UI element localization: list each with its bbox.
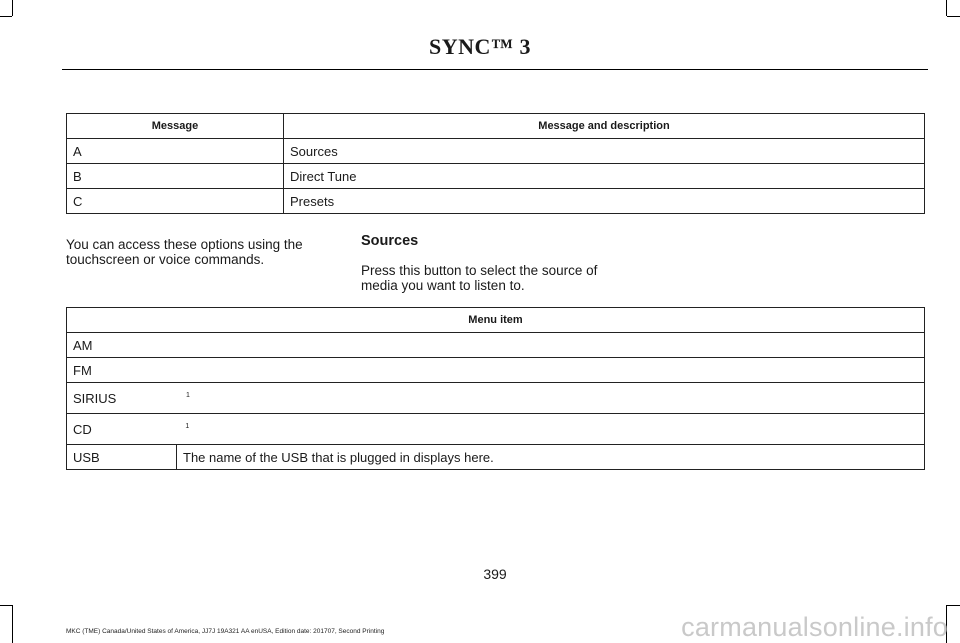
crop-mark: [12, 0, 13, 16]
description-cell: Direct Tune: [284, 164, 925, 189]
table-row: [67, 358, 925, 383]
message-table: [66, 113, 925, 214]
column-header-message: Message: [67, 114, 284, 139]
menu-item-cell: [67, 414, 925, 445]
table-row: [67, 383, 925, 414]
table-row: [67, 445, 925, 470]
table-row: [67, 139, 925, 164]
menu-item-description-cell: The name of the USB that is plugged in displays here.: [177, 445, 925, 470]
section-heading-sources: Sources: [361, 233, 419, 249]
table-header-row: [67, 308, 925, 333]
sources-paragraph: Press this button to select the source of media you want to listen to.: [361, 263, 598, 293]
page-number: 399: [483, 566, 507, 582]
message-cell: B: [67, 164, 284, 189]
crop-mark: [946, 0, 947, 16]
menu-item-cell: FM: [67, 358, 925, 383]
crop-mark: [0, 605, 12, 606]
footer-edition-info: MKC (TME) Canada/United States of America, JJ7J 19A321 AA enUSA, Edition date: 201707, Second Printing: [66, 628, 385, 635]
header-rule: [62, 69, 928, 70]
watermark-logo: carmanualsonline.info: [681, 612, 948, 642]
crop-mark: [947, 16, 960, 17]
description-cell: Presets: [284, 189, 925, 214]
message-cell: A: [67, 139, 284, 164]
menu-item-label: CD: [73, 421, 92, 437]
menu-item-table: [66, 307, 925, 470]
menu-item-cell: [67, 383, 925, 414]
footnote-marker: 1: [185, 392, 190, 400]
table-row: [67, 189, 925, 214]
intro-paragraph: You can access these options using the touchscreen or voice commands.: [66, 237, 303, 267]
column-header-description: Message and description: [284, 114, 925, 139]
footnote-marker: 1: [185, 423, 190, 431]
menu-item-cell: AM: [67, 333, 925, 358]
crop-mark: [12, 605, 13, 643]
description-cell: Sources: [284, 139, 925, 164]
menu-item-cell: USB: [67, 445, 177, 470]
crop-mark: [947, 605, 960, 606]
table-row: [67, 414, 925, 445]
column-header-menu-item: Menu item: [67, 308, 925, 333]
crop-mark: [0, 16, 12, 17]
table-row: [67, 164, 925, 189]
table-header-row: [67, 114, 925, 139]
table-row: [67, 333, 925, 358]
message-cell: C: [67, 189, 284, 214]
menu-item-label: SIRIUS: [73, 390, 117, 406]
page-title: SYNC™ 3: [429, 34, 531, 59]
